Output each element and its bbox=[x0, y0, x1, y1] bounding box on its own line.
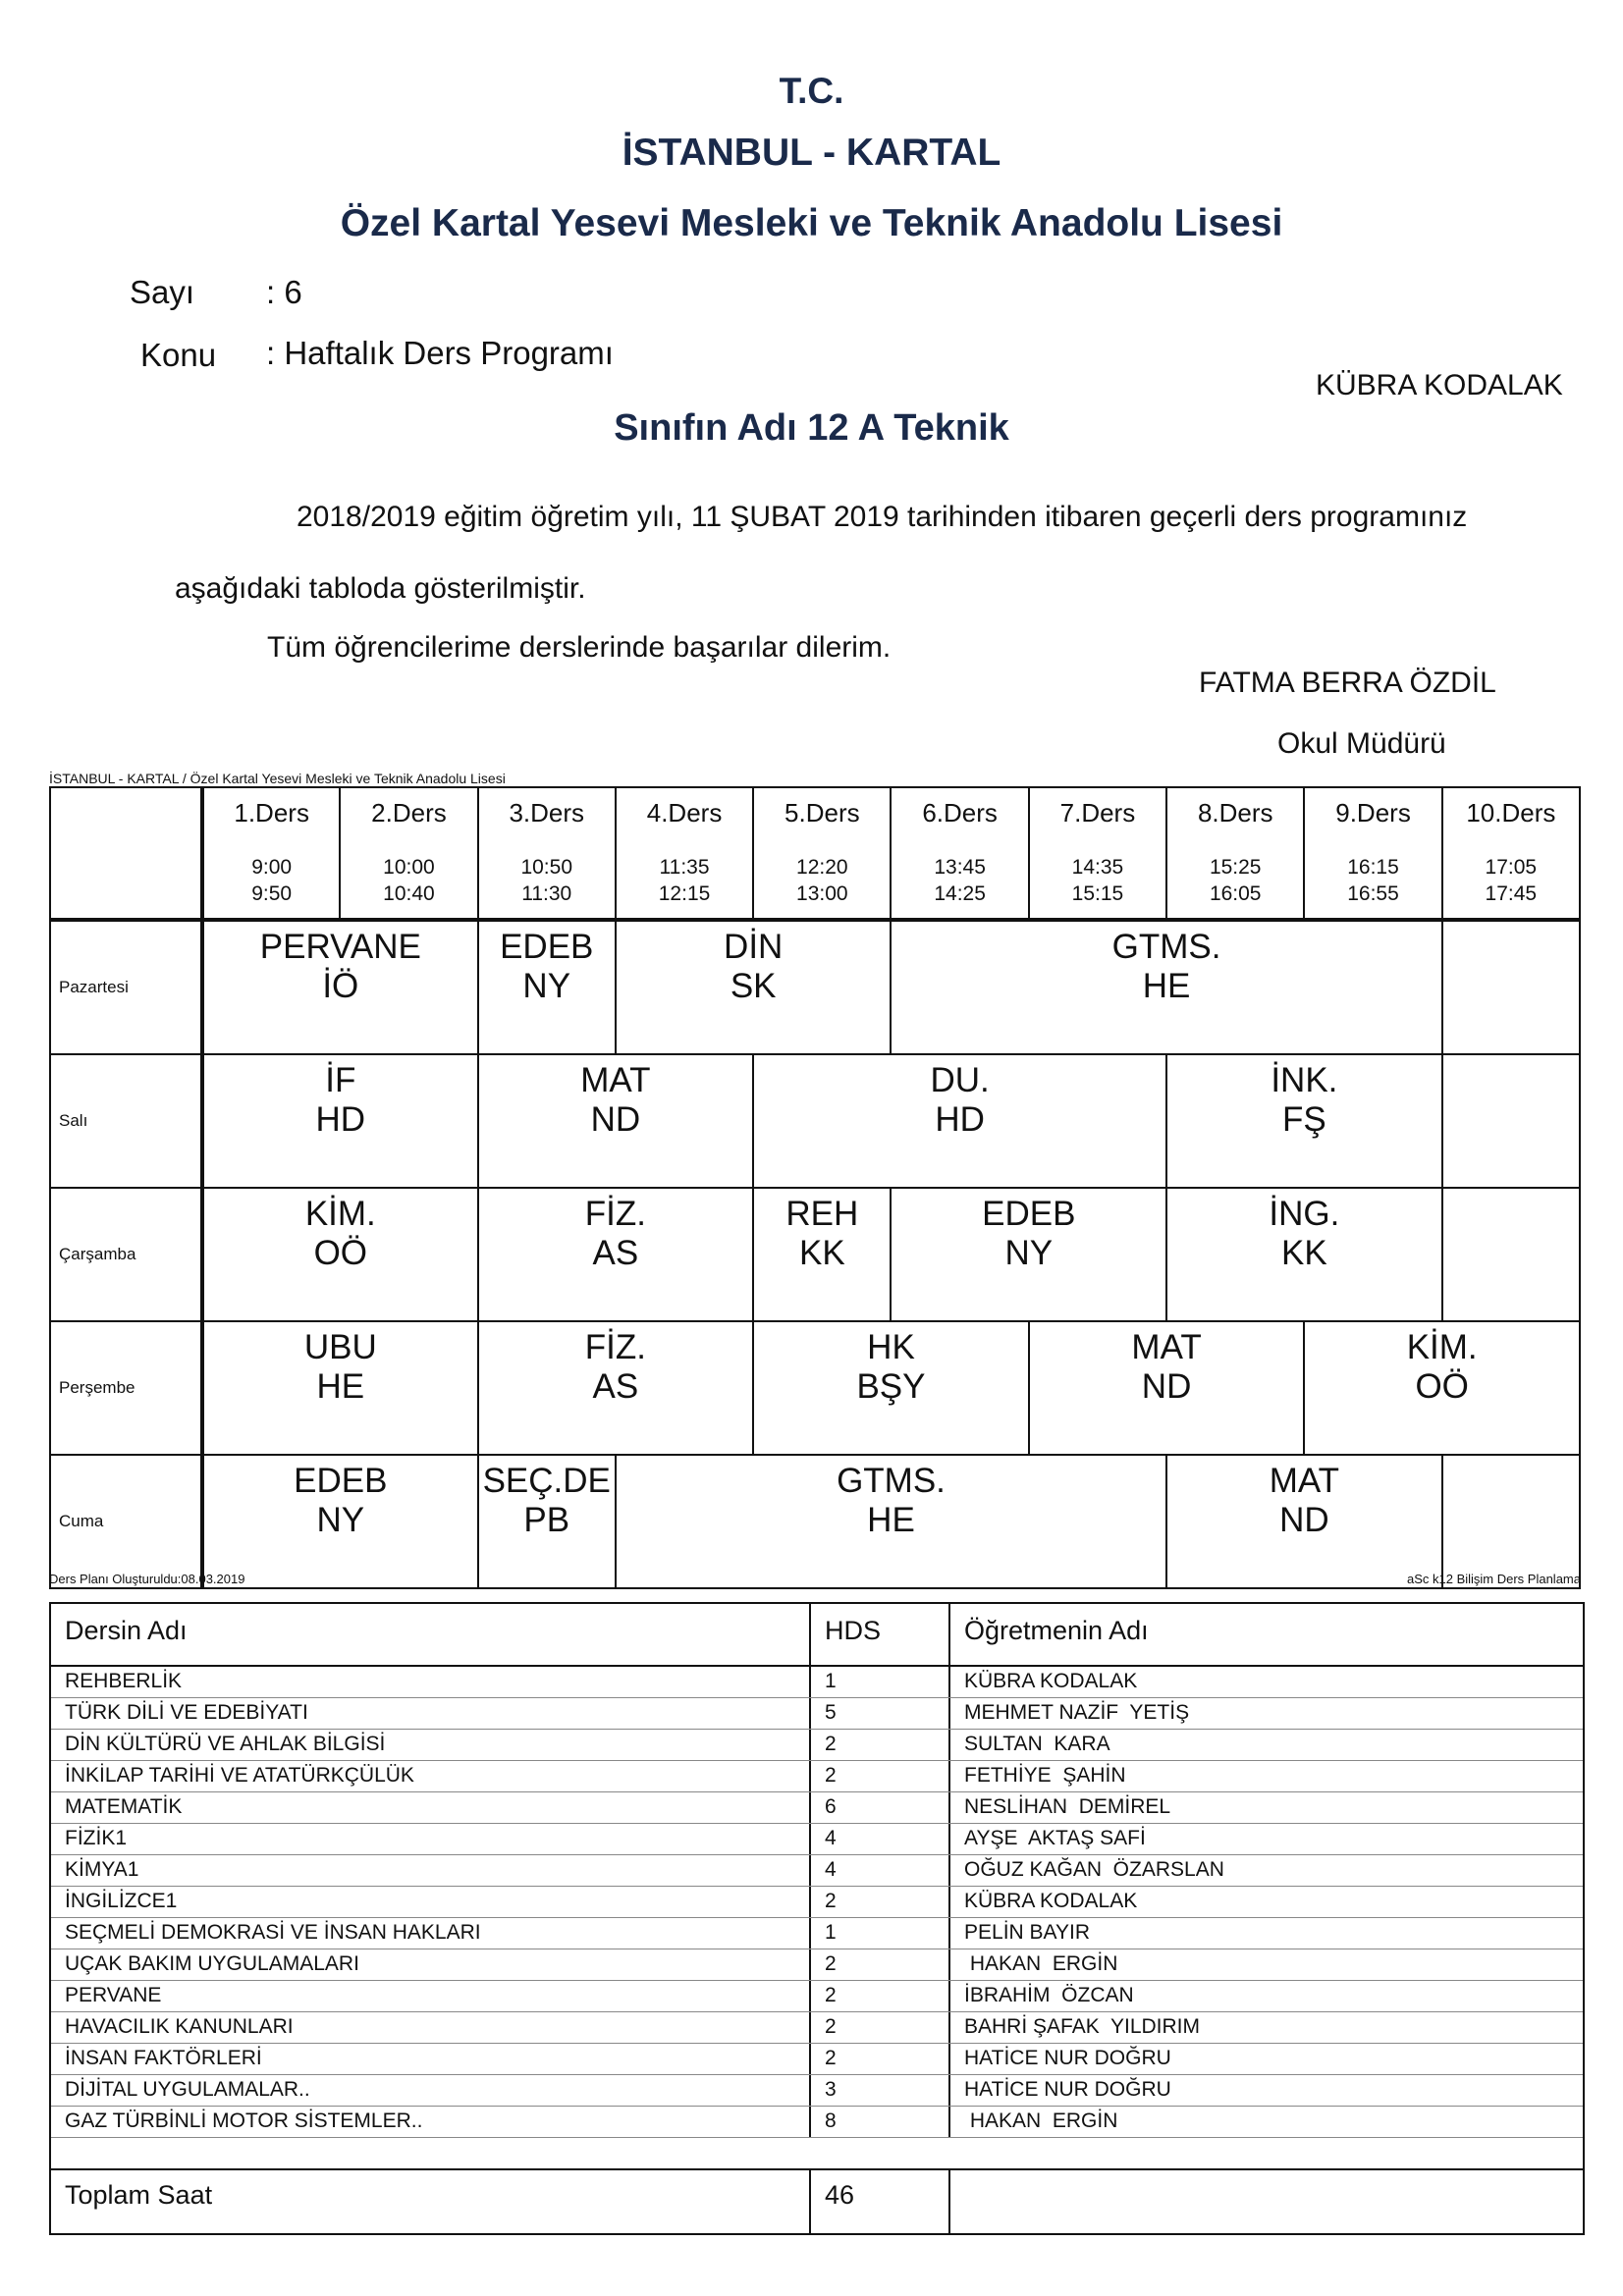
period-end: 13:00 bbox=[796, 882, 848, 905]
period-end: 15:15 bbox=[1071, 882, 1124, 905]
course-teacher: BAHRİ ŞAFAK YILDIRIM bbox=[964, 2015, 1201, 2038]
period-header bbox=[202, 787, 340, 920]
table-row bbox=[51, 1887, 1583, 1918]
lesson-teacher: İÖ bbox=[322, 967, 359, 1005]
header-course-name: Dersin Adı bbox=[51, 1604, 811, 1665]
lesson-cell bbox=[616, 1455, 1166, 1588]
lesson-cell bbox=[478, 1188, 754, 1321]
lesson-teacher: NY bbox=[1004, 1234, 1054, 1272]
course-name: KİMYA1 bbox=[51, 1855, 811, 1886]
course-name: İNGİLİZCE1 bbox=[51, 1887, 811, 1917]
lesson-teacher: HD bbox=[935, 1100, 985, 1139]
lesson-cell bbox=[1166, 1054, 1442, 1188]
day-name: Perşembe bbox=[59, 1378, 135, 1397]
period-header bbox=[1166, 787, 1304, 920]
lesson-teacher: NY bbox=[522, 967, 571, 1005]
period-start: 9:00 bbox=[251, 856, 293, 879]
course-name: İNSAN FAKTÖRLERİ bbox=[51, 2044, 811, 2074]
lesson-cell bbox=[202, 1321, 478, 1455]
period-header bbox=[1442, 787, 1580, 920]
lesson-teacher: ND bbox=[1141, 1367, 1192, 1406]
letter-line-3: Tüm öğrencilerime derslerinde başarılar dilerim. bbox=[267, 631, 892, 664]
lesson-subject: EDEB bbox=[294, 1462, 388, 1500]
course-hours: 2 bbox=[811, 1949, 950, 1980]
lesson-cell bbox=[753, 1321, 1029, 1455]
table-row bbox=[51, 1918, 1583, 1949]
table-row bbox=[51, 1855, 1583, 1887]
course-hours: 8 bbox=[811, 2107, 950, 2137]
period-end: 17:45 bbox=[1485, 882, 1538, 905]
period-header bbox=[478, 787, 616, 920]
table-row bbox=[51, 1949, 1583, 1981]
lesson-subject: GTMS. bbox=[837, 1462, 946, 1500]
course-name: DİN KÜLTÜRÜ VE AHLAK BİLGİSİ bbox=[51, 1730, 811, 1760]
lesson-teacher: HE bbox=[867, 1501, 915, 1539]
total-label: Toplam Saat bbox=[51, 2170, 811, 2233]
period-end: 16:55 bbox=[1347, 882, 1399, 905]
header-tc: T.C. bbox=[779, 71, 844, 111]
period-name: 8.Ders bbox=[1197, 798, 1273, 828]
course-teacher: AYŞE AKTAŞ SAFİ bbox=[964, 1827, 1146, 1849]
period-header bbox=[340, 787, 477, 920]
header-teacher: Öğretmenin Adı bbox=[964, 1616, 1149, 1645]
period-end: 12:15 bbox=[658, 882, 711, 905]
lesson-cell bbox=[753, 1054, 1166, 1188]
course-name: PERVANE bbox=[51, 1981, 811, 2011]
lesson-subject: MAT bbox=[1131, 1328, 1202, 1366]
lesson-subject: REH bbox=[785, 1195, 859, 1233]
lesson-subject: DU. bbox=[930, 1061, 990, 1099]
lesson-cell bbox=[202, 1455, 478, 1588]
day-row bbox=[50, 920, 1580, 1054]
course-name: HAVACILIK KANUNLARI bbox=[51, 2012, 811, 2043]
lesson-cell bbox=[478, 920, 616, 1054]
lesson-subject: EDEB bbox=[982, 1195, 1076, 1233]
course-table-blank-row bbox=[51, 2138, 1583, 2170]
timetable-caption: İSTANBUL - KARTAL / Özel Kartal Yesevi Mesleki ve Teknik Anadolu Lisesi bbox=[49, 771, 506, 786]
period-name: 1.Ders bbox=[234, 798, 309, 828]
timetable-footer-left: Ders Planı Oluşturuldu:08.03.2019 bbox=[49, 1572, 245, 1586]
lesson-teacher: PB bbox=[523, 1501, 570, 1539]
lesson-teacher: KK bbox=[798, 1234, 845, 1272]
lesson-cell bbox=[891, 1188, 1166, 1321]
course-teacher: NESLİHAN DEMİREL bbox=[964, 1795, 1171, 1818]
course-name: TÜRK DİLİ VE EDEBİYATI bbox=[51, 1698, 811, 1729]
day-name: Salı bbox=[59, 1111, 88, 1130]
total-value: 46 bbox=[811, 2170, 950, 2233]
table-row bbox=[51, 1730, 1583, 1761]
course-name: UÇAK BAKIM UYGULAMALARI bbox=[51, 1949, 811, 1980]
period-name: 3.Ders bbox=[509, 798, 585, 828]
day-cell bbox=[50, 1455, 202, 1588]
day-cell bbox=[50, 1321, 202, 1455]
lesson-subject: MAT bbox=[1269, 1462, 1340, 1500]
lesson-teacher: AS bbox=[592, 1367, 639, 1406]
table-row bbox=[51, 1824, 1583, 1855]
period-end: 11:30 bbox=[521, 882, 572, 905]
course-teacher: SULTAN KARA bbox=[964, 1733, 1110, 1755]
period-start: 16:15 bbox=[1347, 856, 1399, 879]
lesson-subject: GTMS. bbox=[1111, 928, 1221, 966]
table-row bbox=[51, 2075, 1583, 2107]
period-name: 5.Ders bbox=[784, 798, 860, 828]
period-header bbox=[753, 787, 891, 920]
lesson-cell bbox=[202, 920, 478, 1054]
course-hours: 5 bbox=[811, 1698, 950, 1729]
table-row bbox=[51, 1981, 1583, 2012]
lesson-subject: MAT bbox=[580, 1061, 651, 1099]
course-hours: 2 bbox=[811, 2044, 950, 2074]
period-end: 14:25 bbox=[934, 882, 986, 905]
lesson-subject: SEÇ.DE bbox=[482, 1462, 611, 1500]
corner-cell bbox=[50, 787, 202, 920]
period-name: 7.Ders bbox=[1059, 798, 1136, 828]
day-row bbox=[50, 1054, 1580, 1188]
lesson-cell bbox=[1442, 1455, 1580, 1588]
course-hours: 1 bbox=[811, 1667, 950, 1697]
period-start: 17:05 bbox=[1485, 856, 1538, 879]
lesson-subject: İNK. bbox=[1271, 1061, 1338, 1099]
lesson-subject: PERVANE bbox=[259, 928, 421, 966]
lesson-cell bbox=[1166, 1455, 1442, 1588]
period-name: 6.Ders bbox=[922, 798, 998, 828]
signer-title: Okul Müdürü bbox=[1277, 727, 1446, 760]
letter-line-2: aşağıdaki tabloda gösterilmiştir. bbox=[175, 572, 586, 605]
lesson-cell bbox=[1442, 920, 1580, 1054]
day-cell bbox=[50, 920, 202, 1054]
course-name: FİZİK1 bbox=[51, 1824, 811, 1854]
teacher-name: KÜBRA KODALAK bbox=[1316, 369, 1563, 401]
lesson-teacher: AS bbox=[592, 1234, 639, 1272]
lesson-teacher: ND bbox=[1279, 1501, 1329, 1539]
school-name: Özel Kartal Yesevi Mesleki ve Teknik Anadolu Lisesi bbox=[340, 202, 1283, 244]
lesson-teacher: SK bbox=[730, 967, 777, 1005]
lesson-cell bbox=[202, 1188, 478, 1321]
period-name: 2.Ders bbox=[371, 798, 447, 828]
lesson-cell bbox=[616, 920, 892, 1054]
table-row bbox=[51, 2012, 1583, 2044]
lesson-subject: İNG. bbox=[1269, 1195, 1340, 1233]
course-name: MATEMATİK bbox=[51, 1792, 811, 1823]
timetable-footer-right: aSc k12 Bilişim Ders Planlama bbox=[1406, 1572, 1581, 1586]
table-row bbox=[51, 1698, 1583, 1730]
course-teacher: PELİN BAYIR bbox=[964, 1921, 1090, 1944]
day-cell bbox=[50, 1188, 202, 1321]
course-name: SEÇMELİ DEMOKRASİ VE İNSAN HAKLARI bbox=[51, 1918, 811, 1949]
lesson-cell bbox=[478, 1455, 616, 1588]
course-teacher: HATİCE NUR DOĞRU bbox=[964, 2078, 1171, 2101]
period-start: 11:35 bbox=[659, 856, 710, 879]
period-name: 9.Ders bbox=[1335, 798, 1411, 828]
course-teacher: HATİCE NUR DOĞRU bbox=[964, 2047, 1171, 2069]
course-name: GAZ TÜRBİNLİ MOTOR SİSTEMLER.. bbox=[51, 2107, 811, 2137]
table-row bbox=[51, 2044, 1583, 2075]
lesson-cell bbox=[753, 1188, 891, 1321]
lesson-subject: EDEB bbox=[500, 928, 594, 966]
course-teacher: İBRAHİM ÖZCAN bbox=[964, 1984, 1134, 2006]
period-start: 13:45 bbox=[934, 856, 986, 879]
course-hours: 2 bbox=[811, 1730, 950, 1760]
course-teacher: OĞUZ KAĞAN ÖZARSLAN bbox=[964, 1858, 1224, 1881]
course-hours: 2 bbox=[811, 2012, 950, 2043]
period-header-row bbox=[50, 787, 1580, 920]
course-teacher: FETHİYE ŞAHİN bbox=[964, 1764, 1126, 1787]
table-row bbox=[51, 1792, 1583, 1824]
lesson-subject: KİM. bbox=[304, 1195, 376, 1233]
course-table bbox=[49, 1602, 1585, 2235]
course-teacher: HAKAN ERGİN bbox=[964, 2109, 1118, 2132]
letter-line-1: 2018/2019 eğitim öğretim yılı, 11 ŞUBAT 2019 tarihinden itibaren geçerli ders programınız bbox=[297, 501, 1468, 533]
course-hours: 6 bbox=[811, 1792, 950, 1823]
class-title: Sınıfın Adı 12 A Teknik bbox=[614, 407, 1009, 449]
lesson-cell bbox=[202, 1054, 478, 1188]
period-name: 10.Ders bbox=[1466, 798, 1556, 828]
period-end: 16:05 bbox=[1209, 882, 1262, 905]
period-name: 4.Ders bbox=[646, 798, 723, 828]
course-hours: 4 bbox=[811, 1855, 950, 1886]
lesson-teacher: OÖ bbox=[313, 1234, 368, 1272]
day-name: Pazartesi bbox=[59, 978, 129, 996]
period-start: 12:20 bbox=[796, 856, 848, 879]
lesson-subject: HK bbox=[867, 1328, 915, 1366]
course-hours: 1 bbox=[811, 1918, 950, 1949]
signer-name: FATMA BERRA ÖZDİL bbox=[1199, 667, 1496, 699]
table-row bbox=[51, 1667, 1583, 1698]
lesson-teacher: BŞY bbox=[856, 1367, 926, 1406]
course-name: DİJİTAL UYGULAMALAR.. bbox=[51, 2075, 811, 2106]
lesson-cell bbox=[1166, 1188, 1442, 1321]
lesson-subject: UBU bbox=[303, 1328, 377, 1366]
course-hours: 3 bbox=[811, 2075, 950, 2106]
course-teacher: KÜBRA KODALAK bbox=[964, 1890, 1138, 1912]
lesson-cell bbox=[1029, 1321, 1305, 1455]
lesson-cell bbox=[891, 920, 1441, 1054]
lesson-subject: FİZ. bbox=[584, 1328, 646, 1366]
lesson-cell bbox=[1442, 1054, 1580, 1188]
period-start: 10:00 bbox=[383, 856, 435, 879]
course-table-header bbox=[51, 1604, 1583, 1667]
course-teacher: HAKAN ERGİN bbox=[964, 1952, 1118, 1975]
lesson-subject: DİN bbox=[724, 928, 784, 966]
lesson-teacher: ND bbox=[590, 1100, 641, 1139]
konu-label: Konu bbox=[140, 337, 217, 373]
lesson-subject: KİM. bbox=[1406, 1328, 1478, 1366]
konu-value: : Haftalık Ders Programı bbox=[266, 335, 614, 371]
header-hours: HDS bbox=[811, 1604, 950, 1665]
day-name: Cuma bbox=[59, 1512, 104, 1530]
lesson-teacher: HE bbox=[1142, 967, 1191, 1005]
table-row bbox=[51, 2107, 1583, 2138]
lesson-teacher: HE bbox=[316, 1367, 365, 1406]
header-city: İSTANBUL - KARTAL bbox=[622, 132, 1001, 174]
period-start: 15:25 bbox=[1209, 856, 1262, 879]
course-name: İNKİLAP TARİHİ VE ATATÜRKÇÜLÜK bbox=[51, 1761, 811, 1791]
lesson-teacher: OÖ bbox=[1415, 1367, 1469, 1406]
sayi-label: Sayı bbox=[130, 274, 195, 310]
lesson-cell bbox=[478, 1054, 754, 1188]
lesson-cell bbox=[1304, 1321, 1580, 1455]
period-header bbox=[1304, 787, 1441, 920]
day-row bbox=[50, 1455, 1580, 1588]
lesson-cell bbox=[1442, 1188, 1580, 1321]
course-teacher: KÜBRA KODALAK bbox=[964, 1670, 1138, 1692]
lesson-subject: FİZ. bbox=[584, 1195, 646, 1233]
period-header bbox=[891, 787, 1028, 920]
course-table-total-row bbox=[51, 2170, 1583, 2233]
lesson-cell bbox=[478, 1321, 754, 1455]
course-name: REHBERLİK bbox=[51, 1667, 811, 1697]
period-header bbox=[616, 787, 753, 920]
sayi-value: : 6 bbox=[266, 274, 302, 310]
lesson-teacher: KK bbox=[1281, 1234, 1327, 1272]
period-start: 10:50 bbox=[520, 856, 573, 879]
period-start: 14:35 bbox=[1071, 856, 1124, 879]
day-name: Çarşamba bbox=[59, 1245, 136, 1263]
day-row bbox=[50, 1188, 1580, 1321]
period-end: 10:40 bbox=[383, 882, 435, 905]
lesson-teacher: HD bbox=[315, 1100, 366, 1139]
table-row bbox=[51, 1761, 1583, 1792]
day-cell bbox=[50, 1054, 202, 1188]
course-hours: 4 bbox=[811, 1824, 950, 1854]
course-teacher: MEHMET NAZİF YETİŞ bbox=[964, 1701, 1190, 1724]
day-row bbox=[50, 1321, 1580, 1455]
course-hours: 2 bbox=[811, 1981, 950, 2011]
lesson-subject: İF bbox=[325, 1061, 356, 1099]
period-end: 9:50 bbox=[251, 882, 293, 905]
course-hours: 2 bbox=[811, 1761, 950, 1791]
period-header bbox=[1029, 787, 1166, 920]
course-hours: 2 bbox=[811, 1887, 950, 1917]
lesson-teacher: NY bbox=[316, 1501, 365, 1539]
weekly-timetable bbox=[49, 786, 1581, 1589]
lesson-teacher: FŞ bbox=[1282, 1100, 1326, 1139]
